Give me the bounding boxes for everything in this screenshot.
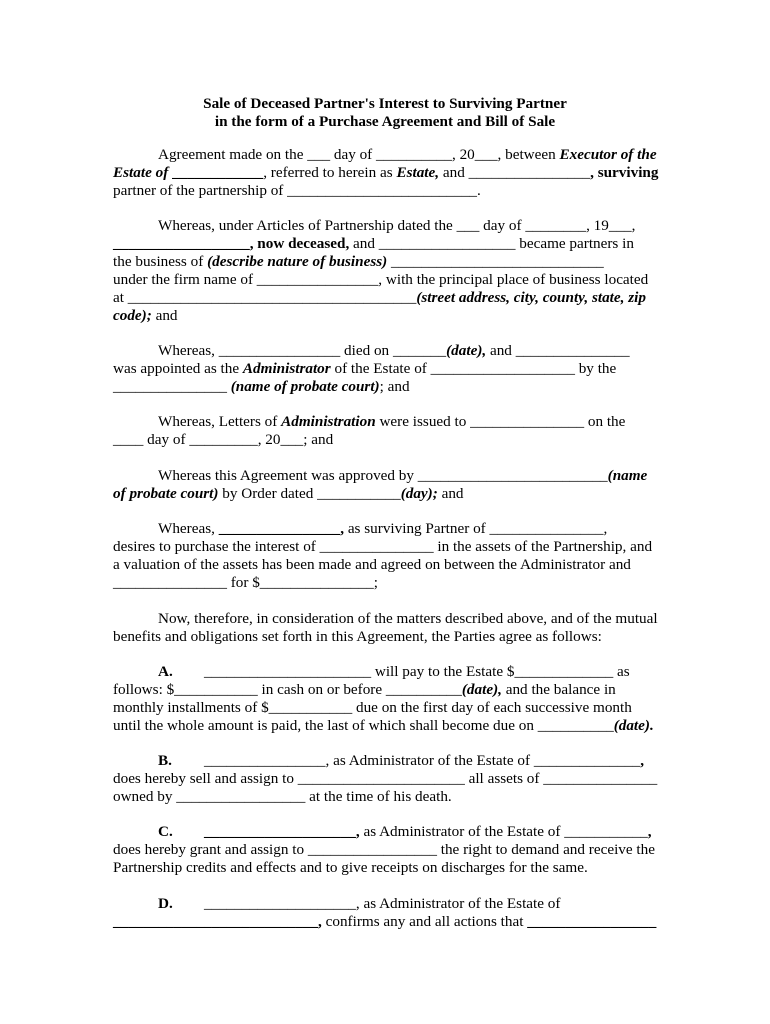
paragraph-articles-line-4: under the firm name of ________________, with the principal place of business located [113,271,649,288]
section-a-line-2: follows: $___________ in cash on or before __________(date), and the balance in [113,681,616,698]
section-b-line-2: does hereby sell and assign to ______________________ all assets of _______________ [113,770,658,787]
section-b-line-3: owned by _________________ at the time of his death. [113,788,452,805]
paragraph-articles-line-2: __________________, now deceased, and __________________ became partners in [113,235,634,252]
paragraph-therefore-line-2: benefits and obligations set forth in this Agreement, the Parties agree as follows: [113,628,602,645]
section-a-line-3: monthly installments of $___________ due on the first day of each successive month [113,699,632,716]
paragraph-surviving-line-3: a valuation of the assets has been made and agreed on between the Administrator and [113,556,631,573]
paragraph-surviving-line-2: desires to purchase the interest of _______________ in the assets of the Partnership, and [113,538,653,555]
paragraph-articles-line-1: Whereas, under Articles of Partnership dated the ___ day of ________, 19___, [158,217,636,234]
paragraph-therefore-line-1: Now, therefore, in consideration of the matters described above, and of the mutual [158,610,658,627]
paragraph-letters-line-1: Whereas, Letters of Administration were issued to _______________ on the [158,413,626,430]
section-c-line-3: Partnership credits and effects and to give receipts on discharges for the same. [113,859,588,876]
section-d-label: D. [158,895,173,912]
paragraph-surviving-line-1: Whereas, ________________, as surviving Partner of _______________, [158,520,608,537]
paragraph-approved-line-2: of probate court) by Order dated ___________(day); and [113,485,464,502]
paragraph-died-line-2: was appointed as the Administrator of the Estate of ___________________ by the [113,360,617,377]
paragraph-agreement-line-3: partner of the partnership of _________________________. [113,182,481,199]
document-title-line-1: Sale of Deceased Partner's Interest to Surviving Partner [203,95,567,112]
paragraph-letters-line-2: ____ day of _________, 20___; and [113,431,334,448]
paragraph-approved-line-1: Whereas this Agreement was approved by _________________________(name [158,467,648,484]
section-d-line-1: ____________________, as Administrator of the Estate of [204,895,561,912]
section-c-line-2: does hereby grant and assign to _________________ the right to demand and receive the [113,841,655,858]
paragraph-agreement-line-1: Agreement made on the ___ day of __________, 20___, between Executor of the [158,146,657,163]
section-d-line-2: ___________________________, confirms any and all actions that _________________ [113,913,657,930]
paragraph-articles-line-3: the business of (describe nature of business) ____________________________ [113,253,604,270]
section-b-label: B. [158,752,172,769]
section-a-label: A. [158,663,173,680]
paragraph-articles-line-5: at ______________________________________(street address, city, county, state, zip [113,289,646,306]
section-c-line-1: ____________________, as Administrator of the Estate of ___________, [204,823,652,840]
paragraph-died-line-3: _______________ (name of probate court); and [113,378,410,395]
section-c-label: C. [158,823,173,840]
section-a-line-1: ______________________ will pay to the Estate $_____________ as [204,663,630,680]
paragraph-surviving-line-4: _______________ for $_______________; [113,574,378,591]
paragraph-died-line-1: Whereas, ________________ died on _______(date), and _______________ [158,342,630,359]
section-b-line-1: ________________, as Administrator of the Estate of ______________, [204,752,644,769]
document-title-line-2: in the form of a Purchase Agreement and Bill of Sale [214,113,556,130]
section-a-line-4: until the whole amount is paid, the last of which shall become due on __________(date). [113,717,654,734]
paragraph-articles-line-6: code); and [113,307,178,324]
paragraph-agreement-line-2: Estate of ____________, referred to herein as Estate, and ________________, surviving [113,164,659,181]
